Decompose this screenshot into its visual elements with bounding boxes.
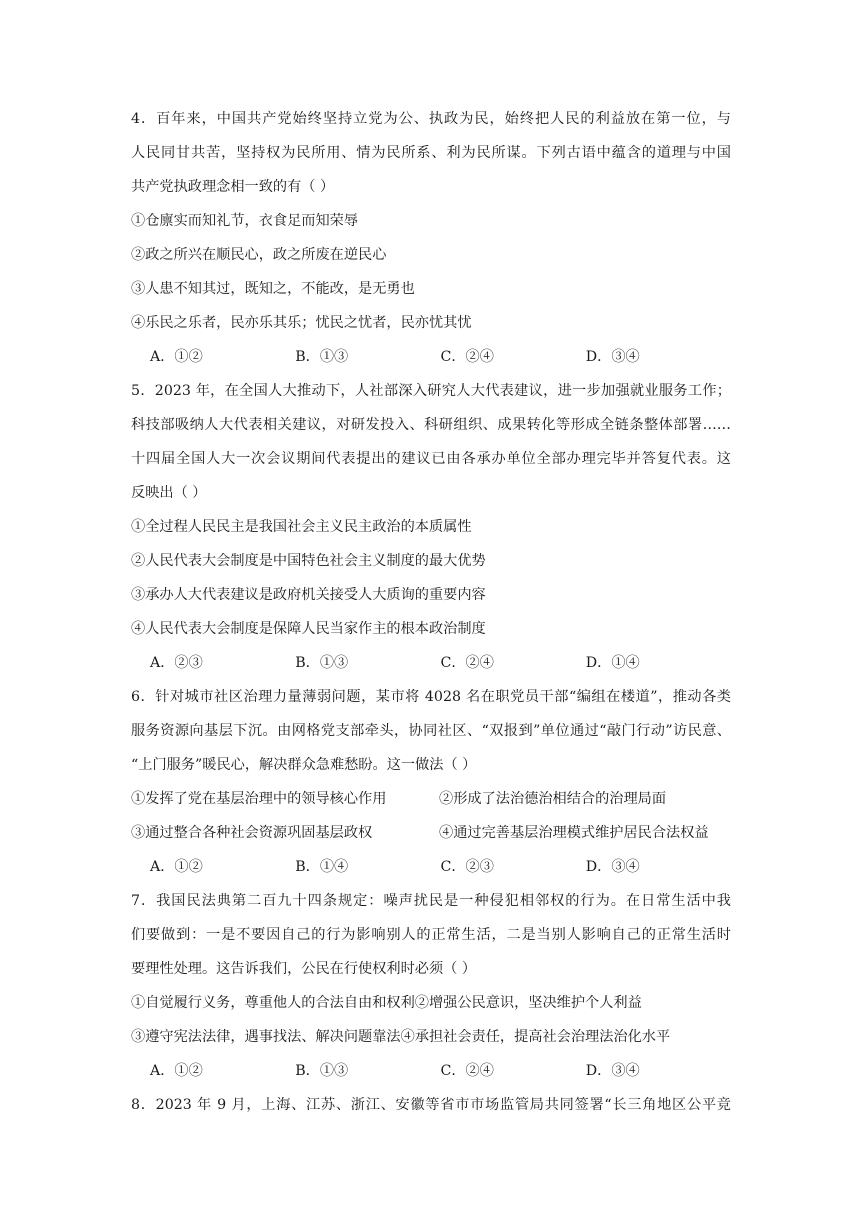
- q4-option-d: D．③④: [585, 349, 640, 365]
- q5-stem-line-1: 5．2023 年，在全国人大推动下，人社部深入研究人大代表建议，进一步加强就业服务工作；: [131, 383, 731, 399]
- q4-item-1: ①仓廪实而知礼节，衣食足而知荣辱: [131, 213, 359, 229]
- q7-items-row-2: [131, 1026, 731, 1048]
- q6-items-row-1: [131, 788, 731, 810]
- q4-item-4: ④乐民之乐者，民亦乐其乐；忧民之忧者，民亦忧其忧: [131, 315, 472, 331]
- q5-item-3: ③承办人大代表建议是政府机关接受人大质询的重要内容: [131, 587, 486, 603]
- q5-item-4: ④人民代表大会制度是保障人民当家作主的根本政治制度: [131, 621, 486, 637]
- q6-options: [131, 856, 731, 878]
- q6-items-row-2: [131, 822, 731, 844]
- q5-option-a: A．②③: [150, 655, 203, 671]
- q7-stem-line-2: 们要做到：一是不要因自己的行为影响别人的正常生活，二是当别人影响自己的正常生活时: [131, 927, 731, 943]
- q4-stem-line-2: 人民同甘共苦，坚持权为民所用、情为民所系、利为民所谋。下列古语中蕴含的道理与中国: [131, 145, 731, 161]
- q6-option-d: D．③④: [585, 859, 640, 875]
- q8-stem-line-1: 8．2023 年 9 月，上海、江苏、浙江、安徽等省市市场监管局共同签署“长三角地区公平竞: [131, 1097, 731, 1113]
- q4-options: [131, 346, 731, 368]
- q5-option-c: C．②④: [440, 655, 494, 671]
- q6-option-a: A．①②: [150, 859, 203, 875]
- q6-option-b: B．①④: [295, 859, 349, 875]
- q6-item-2: ②形成了法治德治相结合的治理局面: [439, 791, 667, 807]
- q5-item-2: ②人民代表大会制度是中国特色社会主义制度的最大优势: [131, 553, 486, 569]
- q7-option-d: D．③④: [585, 1063, 640, 1079]
- q6-stem-line-2: 服务资源向基层下沉。由网格党支部牵头，协同社区、“双报到”单位通过“敲门行动”访民意、: [131, 723, 731, 739]
- q6-item-1: ①发挥了党在基层治理中的领导核心作用: [131, 791, 387, 807]
- q4-stem-line-1: 4．百年来，中国共产党始终坚持立党为公、执政为民，始终把人民的利益放在第一位，与: [131, 111, 731, 127]
- q5-options: [131, 652, 731, 674]
- q7-items-row-1: [131, 992, 731, 1014]
- q6-stem-line-3: “上门服务”暖民心，解决群众急难愁盼。这一做法（ ）: [131, 757, 477, 773]
- q5-stem-line-2: 科技部吸纳人大代表相关建议，对研发投入、科研组织、成果转化等形成全链条整体部署……: [131, 417, 731, 433]
- q6-item-4: ④通过完善基层治理模式维护居民合法权益: [439, 825, 709, 841]
- q7-option-a: A．①②: [150, 1063, 203, 1079]
- q5-stem-line-3: 十四届全国人大一次会议期间代表提出的建议已由各承办单位全部办理完毕并答复代表。这: [131, 451, 731, 467]
- q7-item-4: ④承担社会责任，提高社会治理法治化水平: [400, 1029, 671, 1045]
- q6-option-c: C．②③: [440, 859, 494, 875]
- q4-option-c: C．②④: [440, 349, 494, 365]
- q7-item-3: ③遵守宪法法律，遇事找法、解决问题靠法: [131, 1029, 401, 1045]
- q7-option-c: C．②④: [440, 1063, 494, 1079]
- q5-option-d: D．①④: [585, 655, 640, 671]
- q4-item-3: ③人患不知其过，既知之，不能改，是无勇也: [131, 281, 415, 297]
- q5-option-b: B．①③: [295, 655, 349, 671]
- q7-stem-line-1: 7．我国民法典第二百九十四条规定：噪声扰民是一种侵犯相邻权的行为。在日常生活中我: [131, 893, 731, 909]
- q5-item-1: ①全过程人民民主是我国社会主义民主政治的本质属性: [131, 519, 472, 535]
- q6-item-3: ③通过整合各种社会资源巩固基层政权: [131, 825, 373, 841]
- q6-stem-line-1: 6．针对城市社区治理力量薄弱问题，某市将 4028 名在职党员干部“编组在楼道”，推动各类: [131, 689, 731, 705]
- q7-option-b: B．①③: [295, 1063, 349, 1079]
- q7-options: [131, 1060, 731, 1082]
- q4-option-b: B．①③: [295, 349, 349, 365]
- q7-stem-line-3: 要理性处理。这告诉我们，公民在行使权利时必须（ ）: [131, 961, 477, 977]
- q4-option-a: A．①②: [150, 349, 203, 365]
- exam-page: [131, 108, 731, 1128]
- q4-stem-line-3: 共产党执政理念相一致的有（ ）: [131, 179, 335, 195]
- q4-item-2: ②政之所兴在顺民心，政之所废在逆民心: [131, 247, 387, 263]
- q5-stem-line-4: 反映出（ ）: [131, 485, 207, 501]
- q7-item-2: ②增强公民意识，坚决维护个人利益: [414, 995, 642, 1011]
- q7-item-1: ①自觉履行义务，尊重他人的合法自由和权利: [131, 995, 415, 1011]
